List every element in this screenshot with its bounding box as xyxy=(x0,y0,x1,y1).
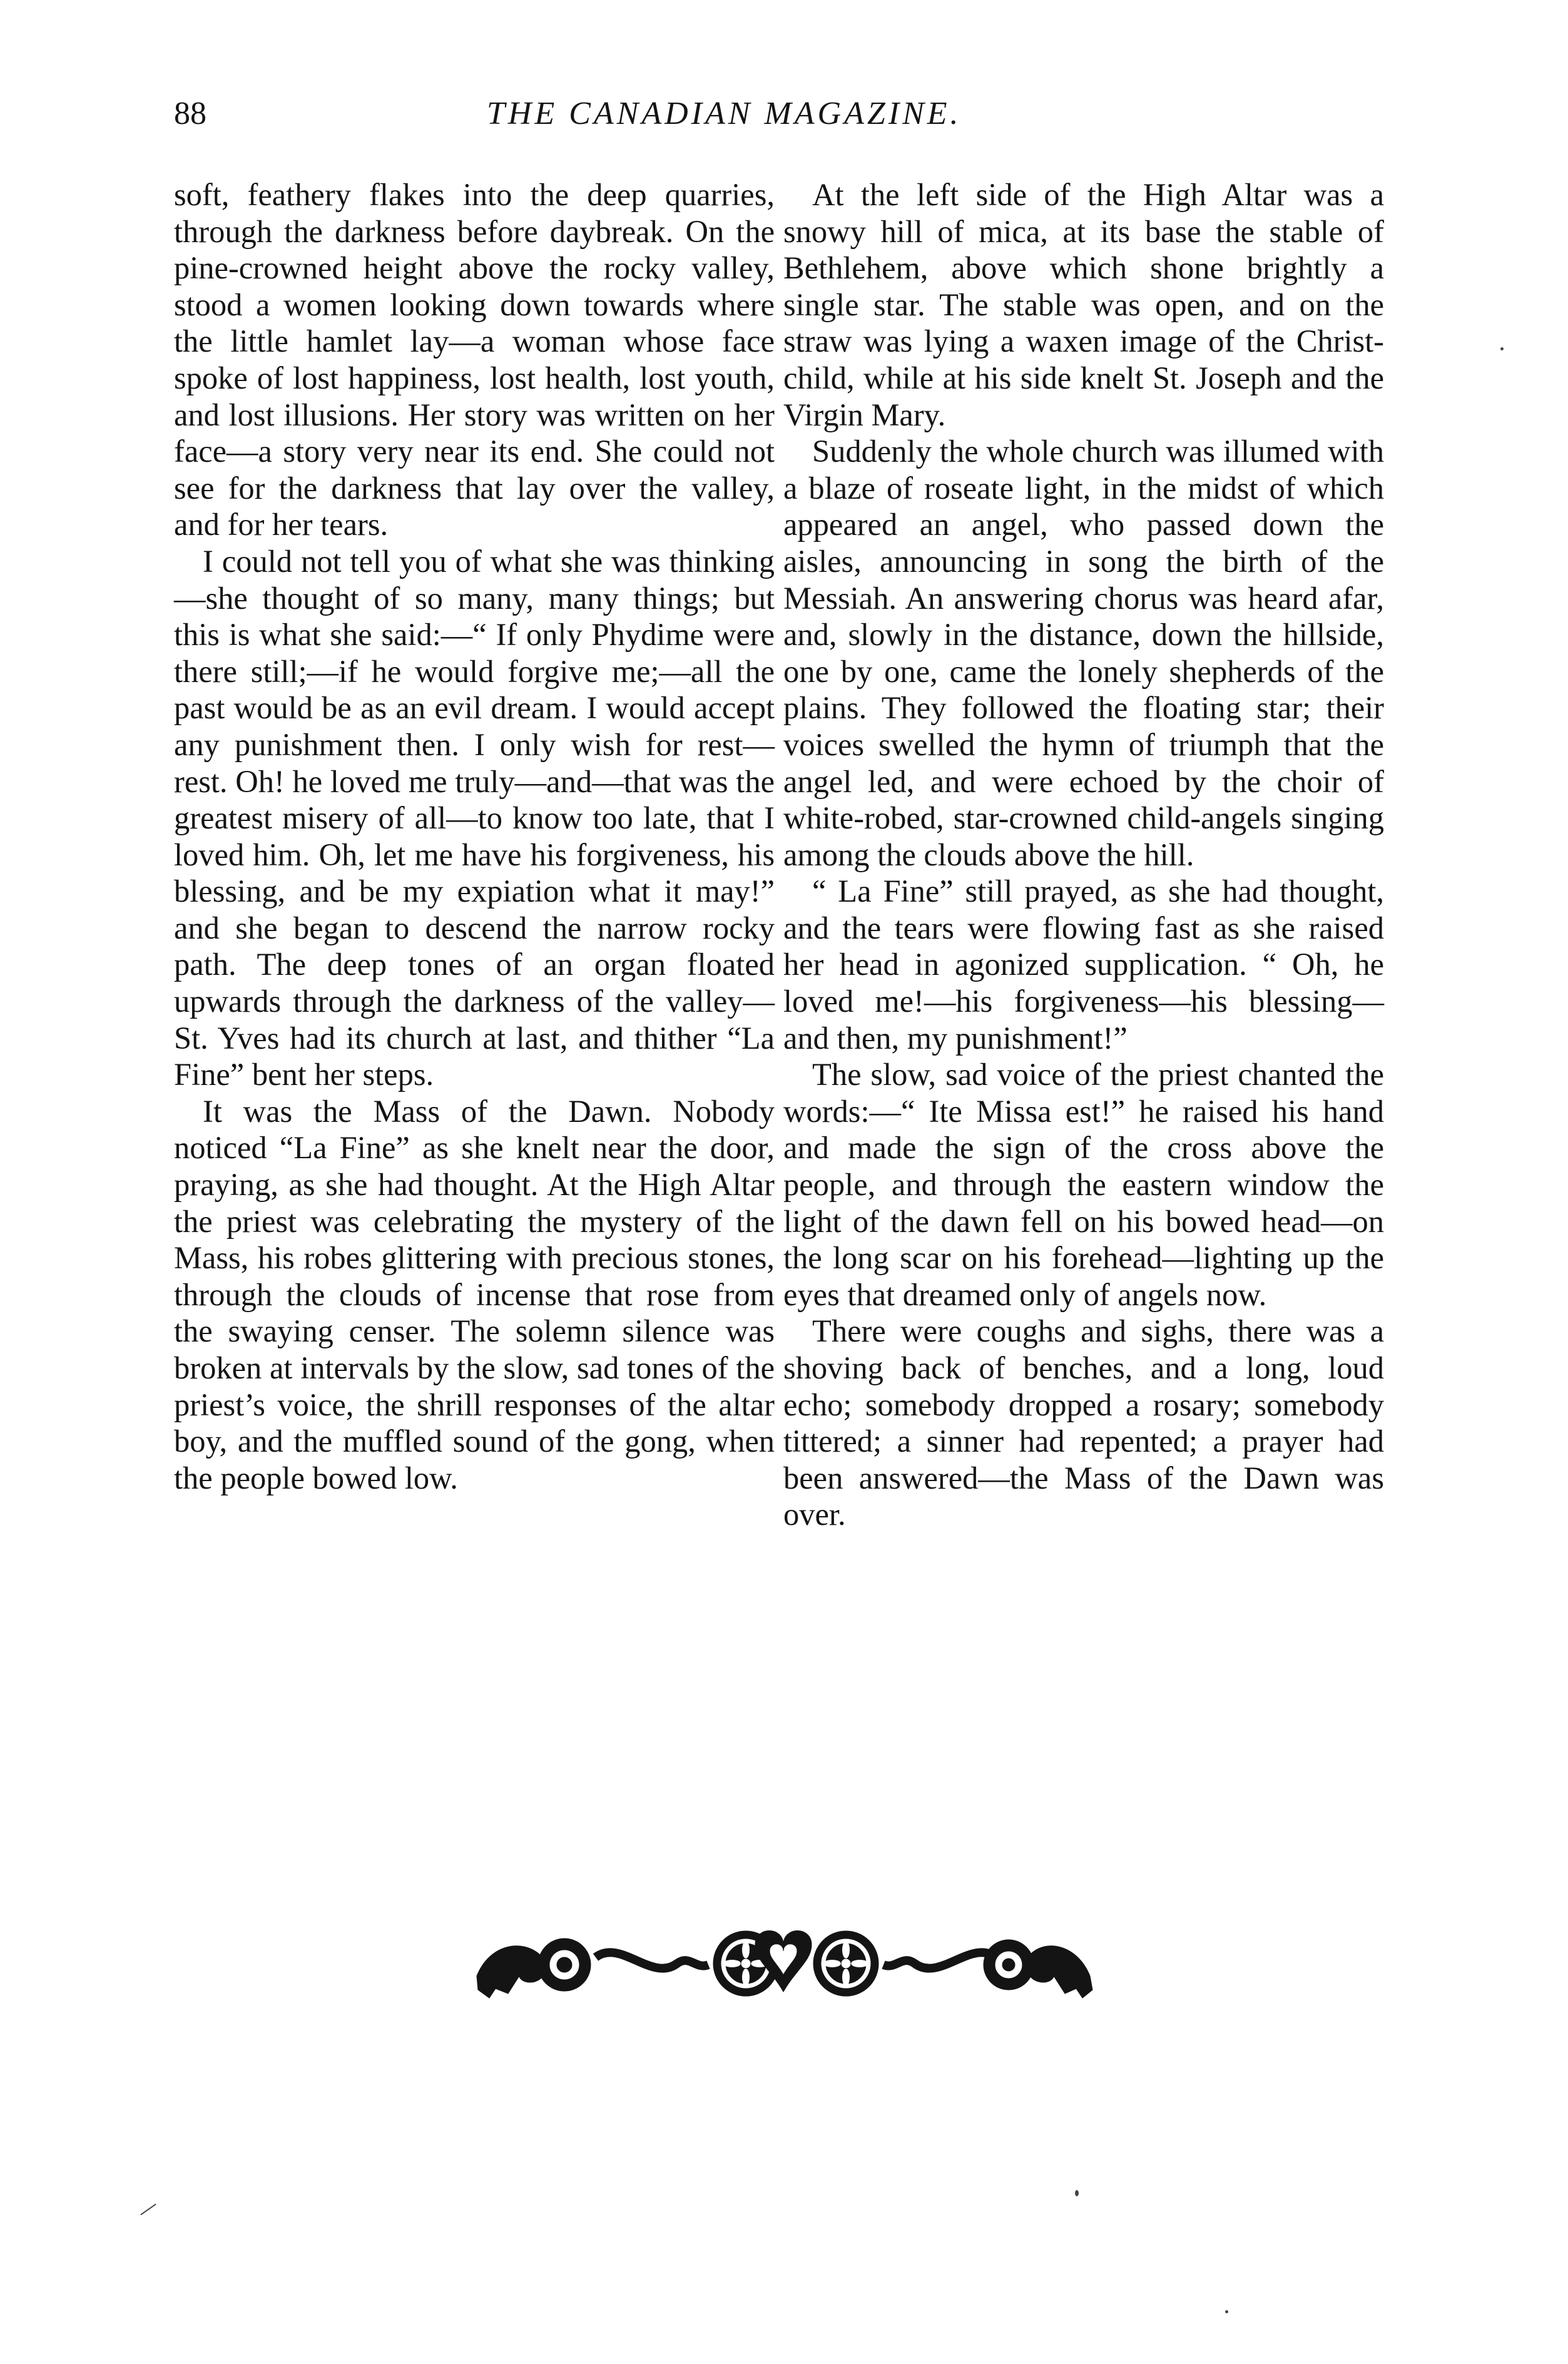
print-speck xyxy=(1500,347,1504,350)
page-header xyxy=(174,95,1413,145)
print-speck xyxy=(140,2204,156,2216)
right-column xyxy=(783,176,1384,1533)
left-column xyxy=(174,176,775,1496)
print-speck xyxy=(1225,2310,1228,2313)
right-paragraph-3: “ La Fine” still prayed, as she had thought, and the tears were flowing fast as she raised her head in agonized supplication. “ Oh, he loved me!—his forgiveness—his blessing—and then, my punishment!” xyxy=(783,874,1384,1056)
running-title: THE CANADIAN MAGAZINE. xyxy=(487,96,962,131)
ornamental-tailpiece-icon xyxy=(471,1920,1096,2007)
left-paragraph-2: I could not tell you of what she was thinking—she thought of so many, many things; but this is what she said:—“ If only Phydime were there still;—if he would forgive me;—all the past would be as an evil dream. I would accept any punishment then. I only wish for rest—rest. Oh! he loved me truly—and—that was the greatest misery of all—to know too late, that I loved him. Oh, let me have his forgiveness, his blessing, and be my expiation what it may!” and she began to descend the narrow rocky path. The deep tones of an organ floated upwards through the darkness of the valley—St. Yves had its church at last, and thither “La Fine” bent her steps. xyxy=(174,543,775,1093)
right-paragraph-5: There were coughs and sighs, there was a shoving back of benches, and a long, loud echo; somebody dropped a rosary; somebody tittered; a sinner had repented; a prayer had been answered—the Mass of the Dawn was over. xyxy=(783,1313,1384,1532)
right-paragraph-1: At the left side of the High Altar was a snowy hill of mica, at its base the stable of Bethlehem, above which shone brightly a single star. The stable was open, and on the straw was lying a waxen image of the Christ-child, while at his side knelt St. Joseph and the Virgin Mary. xyxy=(783,177,1384,432)
print-speck xyxy=(1075,2190,1079,2196)
page-number: 88 xyxy=(174,96,206,131)
left-paragraph-1: soft, feathery flakes into the deep quarries, through the darkness before daybreak. On the pine-crowned height above the rocky valley, stood a women looking down towards where the little hamlet lay—a woman whose face spoke of lost happiness, lost health, lost youth, and lost illusions. Her story was written on her face—a story very near its end. She could not see for the darkness that lay over the valley, and for her tears. xyxy=(174,177,775,543)
right-paragraph-2: Suddenly the whole church was illumed with a blaze of roseate light, in the midst of which appeared an angel, who passed down the aisles, announcing in song the birth of the Messiah. An answering chorus was heard afar, and, slowly in the distance, down the hillside, one by one, came the lonely shepherds of the plains. They followed the floating star; their voices swelled the hymn of triumph that the angel led, and were echoed by the choir of white-robed, star-crowned child-angels singing among the clouds above the hill. xyxy=(783,434,1384,872)
left-paragraph-3: It was the Mass of the Dawn. Nobody noticed “La Fine” as she knelt near the door, praying, as she had thought. At the High Altar the priest was celebrating the mystery of the Mass, his robes glittering with precious stones, through the clouds of incense that rose from the swaying censer. The solemn silence was broken at intervals by the slow, sad tones of the priest’s voice, the shrill responses of the altar boy, and the muffled sound of the gong, when the people bowed low. xyxy=(174,1093,775,1495)
right-paragraph-4: The slow, sad voice of the priest chanted the words:—“ Ite Missa est!” he raised his hand and made the sign of the cross above the people, and through the eastern window the light of the dawn fell on his bowed head—on the long scar on his forehead—lighting up the eyes that dreamed only of angels now. xyxy=(783,1057,1384,1312)
